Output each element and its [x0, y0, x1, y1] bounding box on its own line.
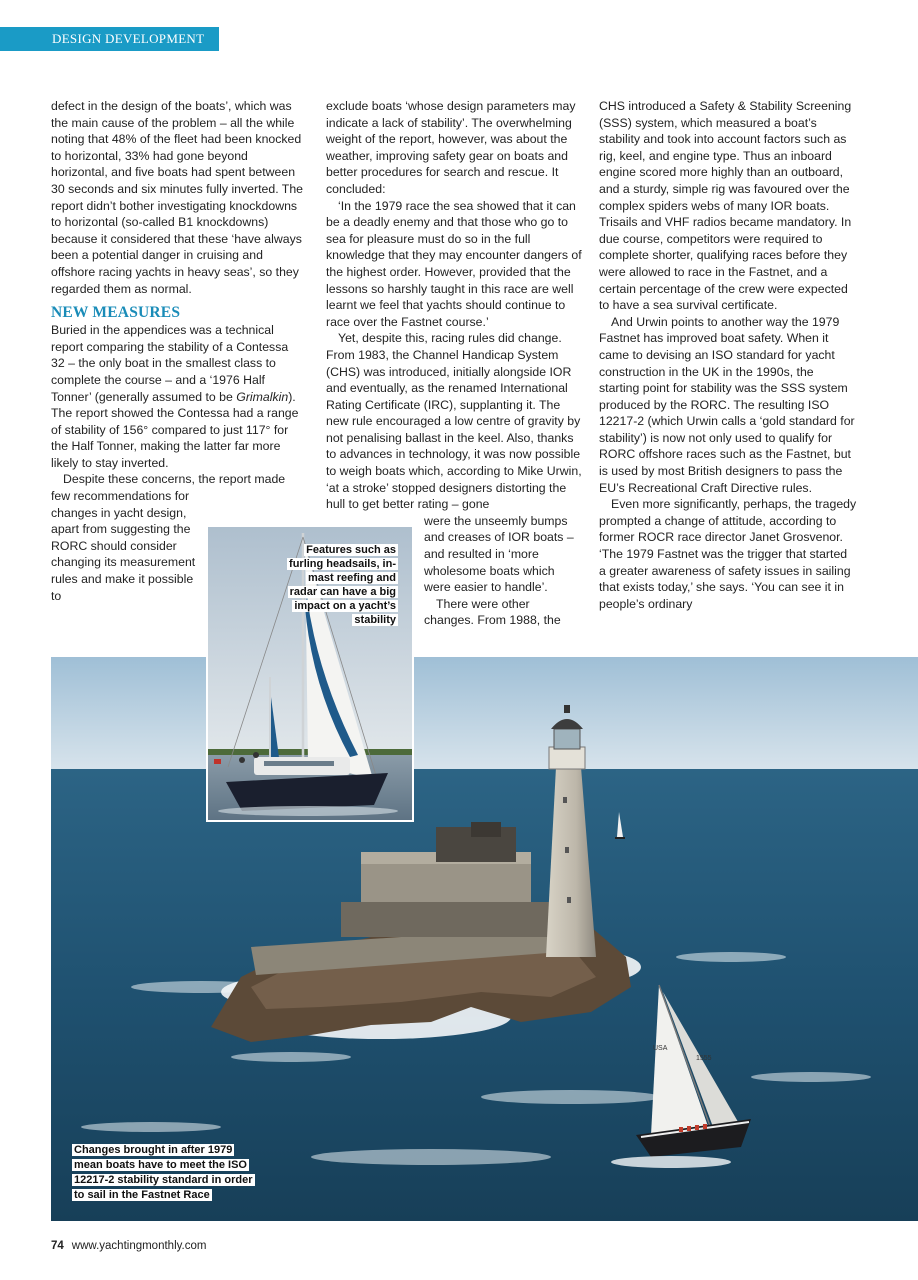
svg-text:USA: USA — [653, 1045, 668, 1052]
svg-text:1555: 1555 — [696, 1055, 712, 1062]
paragraph: Buried in the appendices was a technical report comparing the stability of a Contessa 32 – the only boat in the smallest class to complete the course – and a ‘1976 Half Tonner’ (generally assumed to be Grimalkin). The report showed the Contessa had a range of stability of 156° compared to just 117° for the Half Tonner, making the latter far more likely to stay inverted. — [51, 323, 299, 470]
paragraph: There were other changes. From 1988, the — [424, 596, 561, 628]
paragraph: CHS introduced a Safety & Stability Screening (SSS) system, which measured a boat’s stability and took into account factors such as rig, keel, and engine type. Thus an inboard engine scored more highly than an outboard, and a sturdy, simple rig was favoured over the complex spiders webs of many IOR boats. Trisails and VHF radios became mandatory. In due course, competitors were required to complete shorter, qualifying races before they were allowed to race in the Fastnet, and a certain percentage of the crew were expected to have a sea survival certificate. — [599, 99, 852, 313]
article-column-3 — [599, 98, 857, 612]
page-footer — [51, 1240, 206, 1252]
hero-caption: Changes brought in after 1979 mean boats have to meet the ISO 12217-2 stability standard in order to sail in the Fastnet Race — [74, 1144, 253, 1201]
paragraph: exclude boats ‘whose design parameters may indicate a lack of stability’. The overwhelming weight of the report, however, was about the weather, improving safety gear on boats and better procedures for search and rescue. It concluded: — [326, 99, 576, 196]
paragraph: Despite these concerns, the report made — [63, 472, 286, 487]
paragraph: And Urwin points to another way the 1979 Fastnet has improved boat safety. When it came to devising an ISO standard for yacht construction in the UK in the 1990s, the starting point for stability was the SSS system produced by the RORC. The resulting ISO 12217-2 (which Urwin calls a ‘gold standard for stability’) is now not only used to qualify for RORC offshore races such as the Fastnet, but is used by most British designers to pass the EU’s Recreational Craft Directive rules. — [599, 314, 855, 495]
section-tag: DESIGN DEVELOPMENT — [0, 27, 219, 51]
website-url: www.yachtingmonthly.com — [71, 1240, 207, 1252]
paragraph: ‘In the 1979 race the sea showed that it can be a deadly enemy and that those who go to sea for pleasure must do so in the full knowledge that they may encounter dangers of the highest order. However, provided that the lessons so harshly taught in this race are well learnt we feel that yachts should continue to race over the Fastnet course.’ — [326, 198, 582, 329]
paragraph: Yet, despite this, racing rules did change. From 1983, the Channel Handicap System (CHS) was introduced, initially alongside IOR and eventually, as the renamed International Rating Certificate (IRC), supplanting it. The new rule encouraged a low centre of gravity by not penalising ballast in the keel. Also, thanks to advances in technology, it was now possible to weigh boats which, according to Mike Urwin, ‘at a stroke’ stopped designers distorting the hull to get better rating – gone — [326, 331, 582, 512]
paragraph: few recommendations for changes in yacht design, apart from suggesting the RORC should consider changing its measurement rules and make it possible to — [51, 489, 196, 603]
page-number: 74 — [51, 1240, 64, 1252]
section-heading: NEW MEASURES — [51, 304, 181, 322]
lighthouse-photo — [51, 657, 918, 1221]
cruising-yacht-photo — [206, 525, 414, 822]
sky — [51, 657, 918, 772]
inset-caption: Features such as furling headsails, in-mast reefing and radar can have a big impact on a yacht’s stability — [289, 544, 396, 626]
boat-name: Grimalkin — [236, 389, 289, 404]
paragraph: Even more significantly, perhaps, the tragedy prompted a change of attitude, according to former ROCR race director Janet Grosvenor. ‘The 1979 Fastnet was the trigger that started a greater awareness of safety issues in sailing that exists today,’ she says. ‘You can see it in people’s ordinary — [599, 497, 857, 611]
paragraph: defect in the design of the boats’, which was the main cause of the problem – all the while noting that 48% of the fleet had been knocked to horizontal, 33% had gone beyond horizontal, and five boats had spent between 30 seconds and six minutes fully inverted. The report didn’t bother investigating knockdowns to horizontal (so-called B1 knockdowns) because it considered that these ‘have always been a potential danger in cruising and offshore racing yachts in heavy seas’, so they regarded them as normal. — [51, 99, 303, 296]
paragraph: were the unseemly bumps and creases of IOR boats – and resulted in ‘more wholesome boats which were easier to handle’. — [424, 513, 574, 595]
